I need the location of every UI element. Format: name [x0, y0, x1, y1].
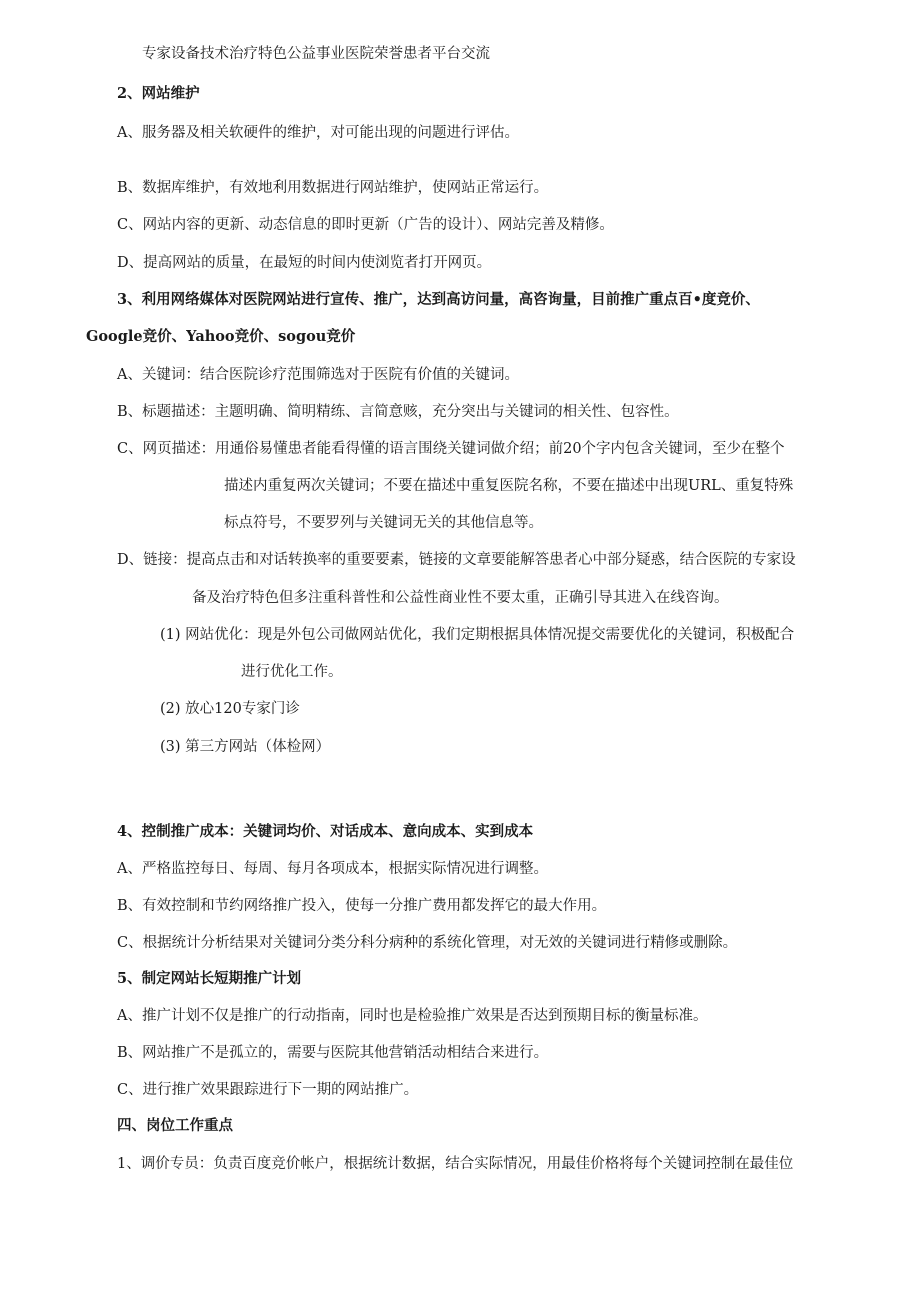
section-iv-heading: 四、岗位工作重点: [117, 1117, 233, 1134]
section-3-item-b: B、标题描述：主题明确、简明精练、言简意赅，充分突出与关键词的相关性、包容性。: [117, 404, 679, 420]
section-3-heading: 3、利用网络媒体对医院网站进行宣传、推广，达到高访问量，高咨询量，目前推广重点百•度竞价、: [117, 291, 760, 308]
subitem-3: (3) 第三方网站（体检网）: [160, 739, 331, 755]
section-2-item-d: D、提高网站的质量，在最短的时间内使浏览者打开网页。: [117, 255, 492, 271]
section-3-item-d-line-2: 备及治疗特色但多注重科普性和公益性商业性不要太重，正确引导其进入在线咨询。: [192, 590, 729, 606]
section-3-heading-continued: Google竞价、Yahoo竞价、sogou竞价: [86, 328, 356, 345]
section-4-heading: 4、控制推广成本：关键词均价、对话成本、意向成本、实到成本: [117, 823, 534, 840]
section-2-item-c: C、网站内容的更新、动态信息的即时更新（广告的设计）、网站完善及精修。: [117, 217, 614, 233]
section-3-item-d: D、链接：提高点击和对话转换率的重要要素，链接的文章要能解答患者心中部分疑惑，结合医院的专家设: [117, 552, 796, 568]
section-5-heading: 5、制定网站长短期推广计划: [117, 970, 302, 987]
subitem-2: (2) 放心120专家门诊: [160, 701, 300, 717]
section-2-item-a: A、服务器及相关软硬件的维护，对可能出现的问题进行评估。: [117, 125, 519, 141]
subitem-1: (1) 网站优化：现是外包公司做网站优化，我们定期根据具体情况提交需要优化的关键词，积极配合: [160, 627, 795, 643]
section-3-item-a: A、关键词：结合医院诊疗范围筛选对于医院有价值的关键词。: [117, 367, 519, 383]
top-line: 专家设备技术治疗特色公益事业医院荣誉患者平台交流: [142, 46, 490, 62]
section-2-heading: 2、网站维护: [117, 85, 200, 102]
section-2-item-b: B、数据库维护，有效地利用数据进行网站维护，使网站正常运行。: [117, 180, 549, 196]
section-3-item-c: C、网页描述：用通俗易懂患者能看得懂的语言围绕关键词做介绍；前20个字内包含关键词，至少在整个: [117, 441, 785, 457]
section-iv-item-1: 1、调价专员：负责百度竞价帐户，根据统计数据，结合实际情况，用最佳价格将每个关键词控制在最佳位: [117, 1156, 794, 1172]
section-4-item-c: C、根据统计分析结果对关键词分类分科分病种的系统化管理，对无效的关键词进行精修或删除。: [117, 935, 738, 951]
subitem-1-line-2: 进行优化工作。: [241, 664, 343, 680]
section-4-item-b: B、有效控制和节约网络推广投入，使每一分推广费用都发挥它的最大作用。: [117, 898, 607, 914]
section-5-item-c: C、进行推广效果跟踪进行下一期的网站推广。: [117, 1082, 419, 1098]
section-5-item-b: B、网站推广不是孤立的，需要与医院其他营销活动相结合来进行。: [117, 1045, 549, 1061]
section-5-item-a: A、推广计划不仅是推广的行动指南，同时也是检验推广效果是否达到预期目标的衡量标准。: [117, 1008, 708, 1024]
section-3-item-c-line-2: 描述内重复两次关键词；不要在描述中重复医院名称，不要在描述中出现URL、重复特殊: [224, 478, 794, 494]
section-4-item-a: A、严格监控每日、每周、每月各项成本，根据实际情况进行调整。: [117, 861, 548, 877]
section-3-item-c-line-3: 标点符号，不要罗列与关键词无关的其他信息等。: [224, 515, 543, 531]
